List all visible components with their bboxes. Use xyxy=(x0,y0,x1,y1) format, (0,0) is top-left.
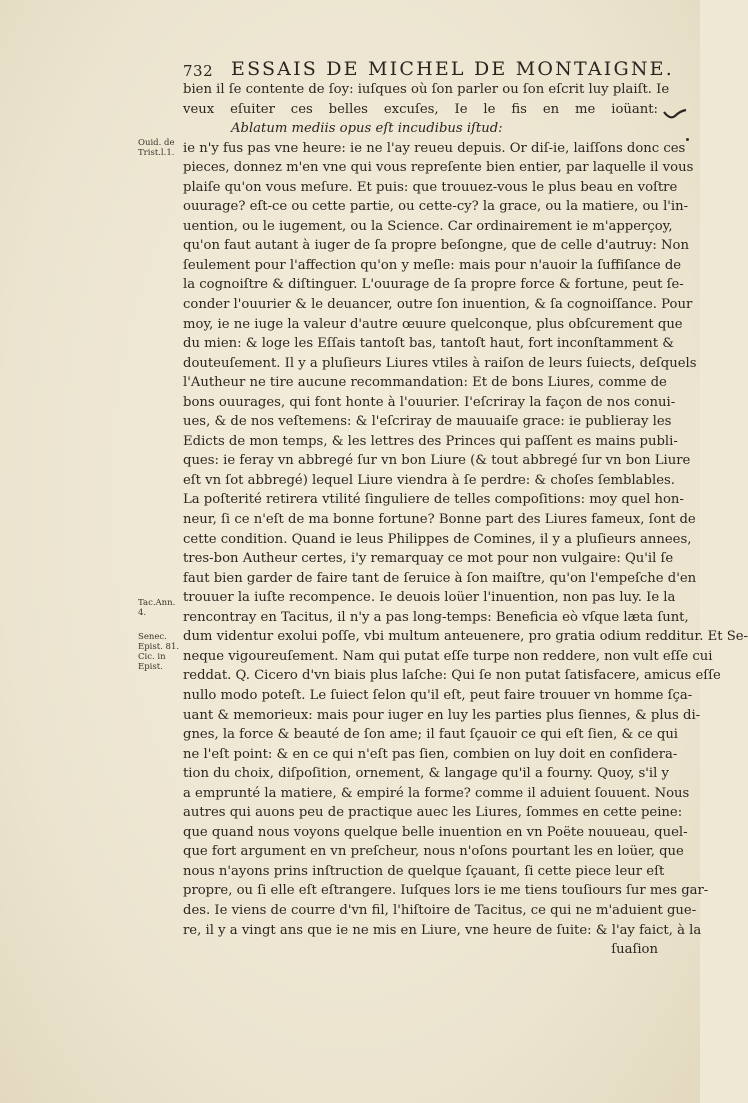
text-line: autres qui auons peu de practique auec les Liures, ſommes en cette peine: xyxy=(183,805,683,821)
margin-note-ovid: Ouid. de Trist.l.1. xyxy=(138,138,175,158)
page-number: 732 xyxy=(183,62,214,80)
text-line: des. Ie viens de courre d'vn fil, l'hiſtoire de Tacitus, ce qui ne m'aduient gue- xyxy=(183,902,697,918)
text-line: gnes, la force & beauté de ſon ame; il faut ſçauoir ce qui eſt ſien, & ce qui xyxy=(183,727,679,743)
text-line: tion du choix, diſpoſition, ornement, & langage qu'il a fourny. Quoy, s'il y xyxy=(183,766,669,782)
text-line: a emprunté la matiere, & empiré la forme? comme il aduient ſouuent. Nous xyxy=(183,785,690,801)
text-line: ouurage? eſt-ce ou cette partie, ou cette-cy? la grace, ou la matiere, ou l'in- xyxy=(183,199,689,215)
text-line: neur, ſi ce n'eſt de ma bonne fortune? Bonne part des Liures fameux, ſont de xyxy=(183,512,696,528)
text-line: ne l'eſt point: & en ce qui n'eſt pas ſien, combien on luy doit en conſidera- xyxy=(183,746,678,762)
text-line: veux eſuiter ces belles excuſes, Ie le fis en me ioüant: xyxy=(183,101,658,117)
text-line: nous n'ayons prins inſtruction de quelque ſçauant, ſi cette piece leur eſt xyxy=(183,863,665,879)
ink-dot xyxy=(686,138,689,141)
text-line: moy, ie ne iuge la valeur d'autre œuure quelconque, plus obſcurement que xyxy=(183,316,683,332)
body-text xyxy=(183,80,748,960)
text-line: cette condition. Quand ie leus Philippes de Comines, il y a pluſieurs annees, xyxy=(183,531,692,547)
running-title: ESSAIS DE MICHEL DE MONTAIGNE. xyxy=(231,58,674,80)
text-line: que quand nous voyons quelque belle inuention en vn Poëte nouueau, quel- xyxy=(183,824,688,840)
text-line: ques: ie feray vn abbregé ſur vn bon Liure (& tout abbregé ſur vn bon Liure xyxy=(183,453,691,469)
text-line: Edicts de mon temps, & les lettres des Princes qui paſſent es mains publi- xyxy=(183,433,678,449)
text-line: faut bien garder de faire tant de ſeruice à ſon maiſtre, qu'on l'empeſche d'en xyxy=(183,570,697,586)
latin-quotation: Ablatum mediis opus eſt incudibus iſtud: xyxy=(231,121,503,137)
text-line: re, il y a vingt ans que ie ne mis en Liure, vne heure de ſuite: & l'ay faict, à la xyxy=(183,922,702,938)
text-line: rencontray en Tacitus, il n'y a pas long-temps: Beneficia eò vſque læta ſunt, xyxy=(183,609,689,625)
text-line: qu'on faut autant à iuger de ſa propre beſongne, que de celle d'autruy: Non xyxy=(183,238,689,254)
ink-mark-icon xyxy=(662,108,688,122)
text-line: bien il ſe contente de ſoy: iuſques où ſon parler ou ſon eſcrit luy plaiſt. Ie xyxy=(183,82,670,97)
text-line: ie n'y fus pas vne heure: ie ne l'ay reueu depuis. Or diſ-ie, laiſſons donc ces xyxy=(183,140,686,156)
text-line: l'Autheur ne tire aucune recommandation: Et de bons Liures, comme de xyxy=(183,375,667,391)
text-line: ues, & de nos veſtemens: & l'eſcriray de mauuaiſe grace: ie publieray les xyxy=(183,414,672,430)
text-line: douteuſement. Il y a pluſieurs Liures vtiles à raiſon de leurs ſuiects, deſquels xyxy=(183,355,697,371)
text-line: propre, ou ſi elle eſt eſtrangere. Iuſques lors ie me tiens touſiours ſur mes gar- xyxy=(183,883,709,899)
margin-note-tacitus: Tac.Ann. 4. xyxy=(138,598,176,618)
text-line: La poſterité retirera vtilité ſinguliere de telles compoſitions: moy quel hon- xyxy=(183,492,684,508)
text-line: uention, ou le iugement, ou la Science. Car ordinairement ie m'apperçoy, xyxy=(183,218,673,234)
text-line: plaiſe qu'on vous meſure. Et puis: que trouuez-vous le plus beau en voſtre xyxy=(183,179,678,195)
text-line: nullo modo poteſt. Le ſuiect ſelon qu'il eſt, peut faire trouuer vn homme ſça- xyxy=(183,687,693,703)
text-line: ſeulement pour l'affection qu'on y meſle: mais pour n'auoir la ſuffiſance de xyxy=(183,257,682,273)
text-line: trouuer la iuſte recompence. Ie deuois loüer l'inuention, non pas luy. Ie la xyxy=(183,590,676,606)
text-line: reddat. Q. Cicero d'vn biais plus laſche: Qui ſe non putat ſatisfacere, amicus eſſe xyxy=(183,668,721,684)
text-line: la cognoiſtre & diſtinguer. L'ouurage de ſa propre force & fortune, peut ſe- xyxy=(183,277,684,293)
text-line: bons ouurages, qui font honte à l'ouurier. I'eſcriray la façon de nos conui- xyxy=(183,394,676,410)
text-line: neque vigoureuſement. Nam qui putat eſſe turpe non reddere, non vult eſſe cui xyxy=(183,648,713,664)
text-line: que fort argument en vn preſcheur, nous n'oſons pourtant les en loüer, que xyxy=(183,844,684,860)
text-line: tres-bon Autheur certes, i'y remarquay ce mot pour non vulgaire: Qu'il ſe xyxy=(183,551,674,567)
margin-note-seneca: Senec. Epist. 81. Cic. in Epist. xyxy=(138,632,180,672)
text-line: dum videntur exolui poſſe, vbi multum anteuenere, pro gratia odium redditur. Et Se- xyxy=(183,629,748,645)
text-line: conder l'ouurier & le deuancer, outre ſon inuention, & ſa cognoiſſance. Pour xyxy=(183,297,693,313)
text-line: uant & memorieux: mais pour iuger en luy les parties plus ſiennes, & plus di- xyxy=(183,707,701,723)
text-line: du mien: & loge les Eſſais tantoſt bas, tantoſt haut, fort inconſtamment & xyxy=(183,336,674,352)
text-line: eſt vn ſot abbregé) lequel Liure viendra à ſe perdre: & choſes ſemblables. xyxy=(183,472,675,488)
text-line: ſuaſion xyxy=(611,942,658,958)
text-line: pieces, donnez m'en vne qui vous repreſente bien entier, par laquelle il vous xyxy=(183,160,694,176)
